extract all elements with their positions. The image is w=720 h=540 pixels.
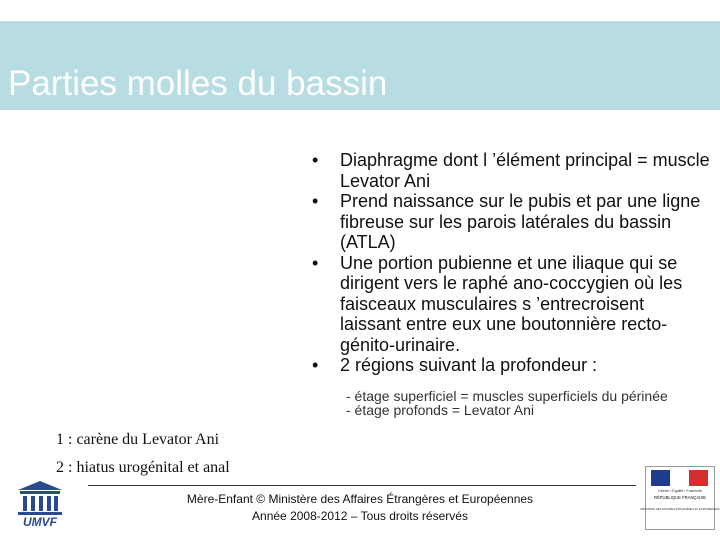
bullet-text: Diaphragme dont l ’élément principal = muscle Levator Ani [340, 150, 710, 191]
bullet-item [310, 191, 710, 253]
footer-divider [88, 485, 636, 486]
bullet-list [310, 150, 710, 376]
footer-copyright: Mère-Enfant © Ministère des Affaires Étrangères et Européennes [186, 492, 534, 506]
bullet-icon: • [312, 191, 319, 211]
sub-list [346, 389, 676, 417]
bullet-icon: • [312, 252, 319, 273]
bullet-icon: • [312, 150, 319, 170]
slide-title: Parties molles du bassin [8, 64, 388, 103]
bullet-text: 2 régions suivant la profondeur : [340, 355, 598, 375]
bullet-text: Prend naissance sur le pubis et par une ligne fibreuse sur les parois latérales du bassin (ATLA) [340, 191, 701, 252]
umvf-logo-icon [10, 478, 70, 528]
sub-item: - étage profonds = Levator Ani [346, 402, 534, 418]
bullet-item [310, 355, 710, 376]
sub-item: - étage superficiel = muscles superficiels du périnée [346, 388, 668, 404]
bullet-item [310, 150, 710, 191]
bullet-text: Une portion pubienne et une iliaque qui se dirigent vers le raphé ano-coccygien où les faisceaux musculaires s ’entrecroisent laissant entre eux une boutonnière recto-génito-urinaire. [340, 252, 683, 355]
umvf-logo-text: UMVF [23, 515, 57, 529]
ministry-name: MINISTÈRE DES AFFAIRES ÉTRANGÈRES ET EUROPÉENNES [640, 508, 720, 511]
footer-years: Année 2008-2012 – Tous droits réservés [252, 509, 468, 523]
republique-motto: Liberté • Égalité • Fraternité [658, 489, 702, 493]
caption-1: 1 : carène du Levator Ani [56, 431, 220, 448]
caption-2: 2 : hiatus urogénital et anal [56, 459, 230, 476]
republique-name: RÉPUBLIQUE FRANÇAISE [653, 495, 707, 500]
bullet-item [310, 253, 710, 356]
republique-francaise-logo-icon [640, 466, 720, 530]
bullet-icon: • [312, 355, 319, 375]
